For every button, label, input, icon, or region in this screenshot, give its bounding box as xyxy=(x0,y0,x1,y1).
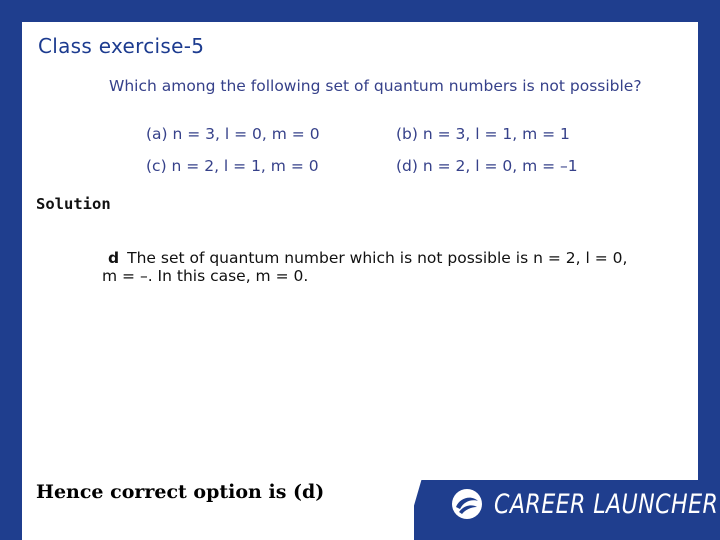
conclusion-text: Hence correct option is (d) xyxy=(36,481,325,503)
option-b: (b) n = 3, l = 1, m = 1 xyxy=(396,125,570,143)
footer-slant xyxy=(404,478,422,540)
slide-title: Class exercise-5 xyxy=(38,34,205,58)
logo-text: CAREER LAUNCHER xyxy=(494,488,719,520)
solution-heading: Solution xyxy=(36,195,111,213)
option-c: (c) n = 2, l = 1, m = 0 xyxy=(146,157,319,175)
option-d: (d) n = 2, l = 0, m = –1 xyxy=(396,157,578,175)
answer-letter: d xyxy=(108,249,120,267)
career-launcher-logo xyxy=(450,484,720,524)
option-a: (a) n = 3, l = 0, m = 0 xyxy=(146,125,320,143)
solution-text: The set of quantum number which is not possible is n = 2, l = 0, m = –. In this case, m = 0. xyxy=(102,249,628,285)
question-text: Which among the following set of quantum numbers is not possible? xyxy=(109,77,642,95)
career-launcher-swirl-icon xyxy=(450,487,484,521)
solution-body xyxy=(102,249,642,285)
